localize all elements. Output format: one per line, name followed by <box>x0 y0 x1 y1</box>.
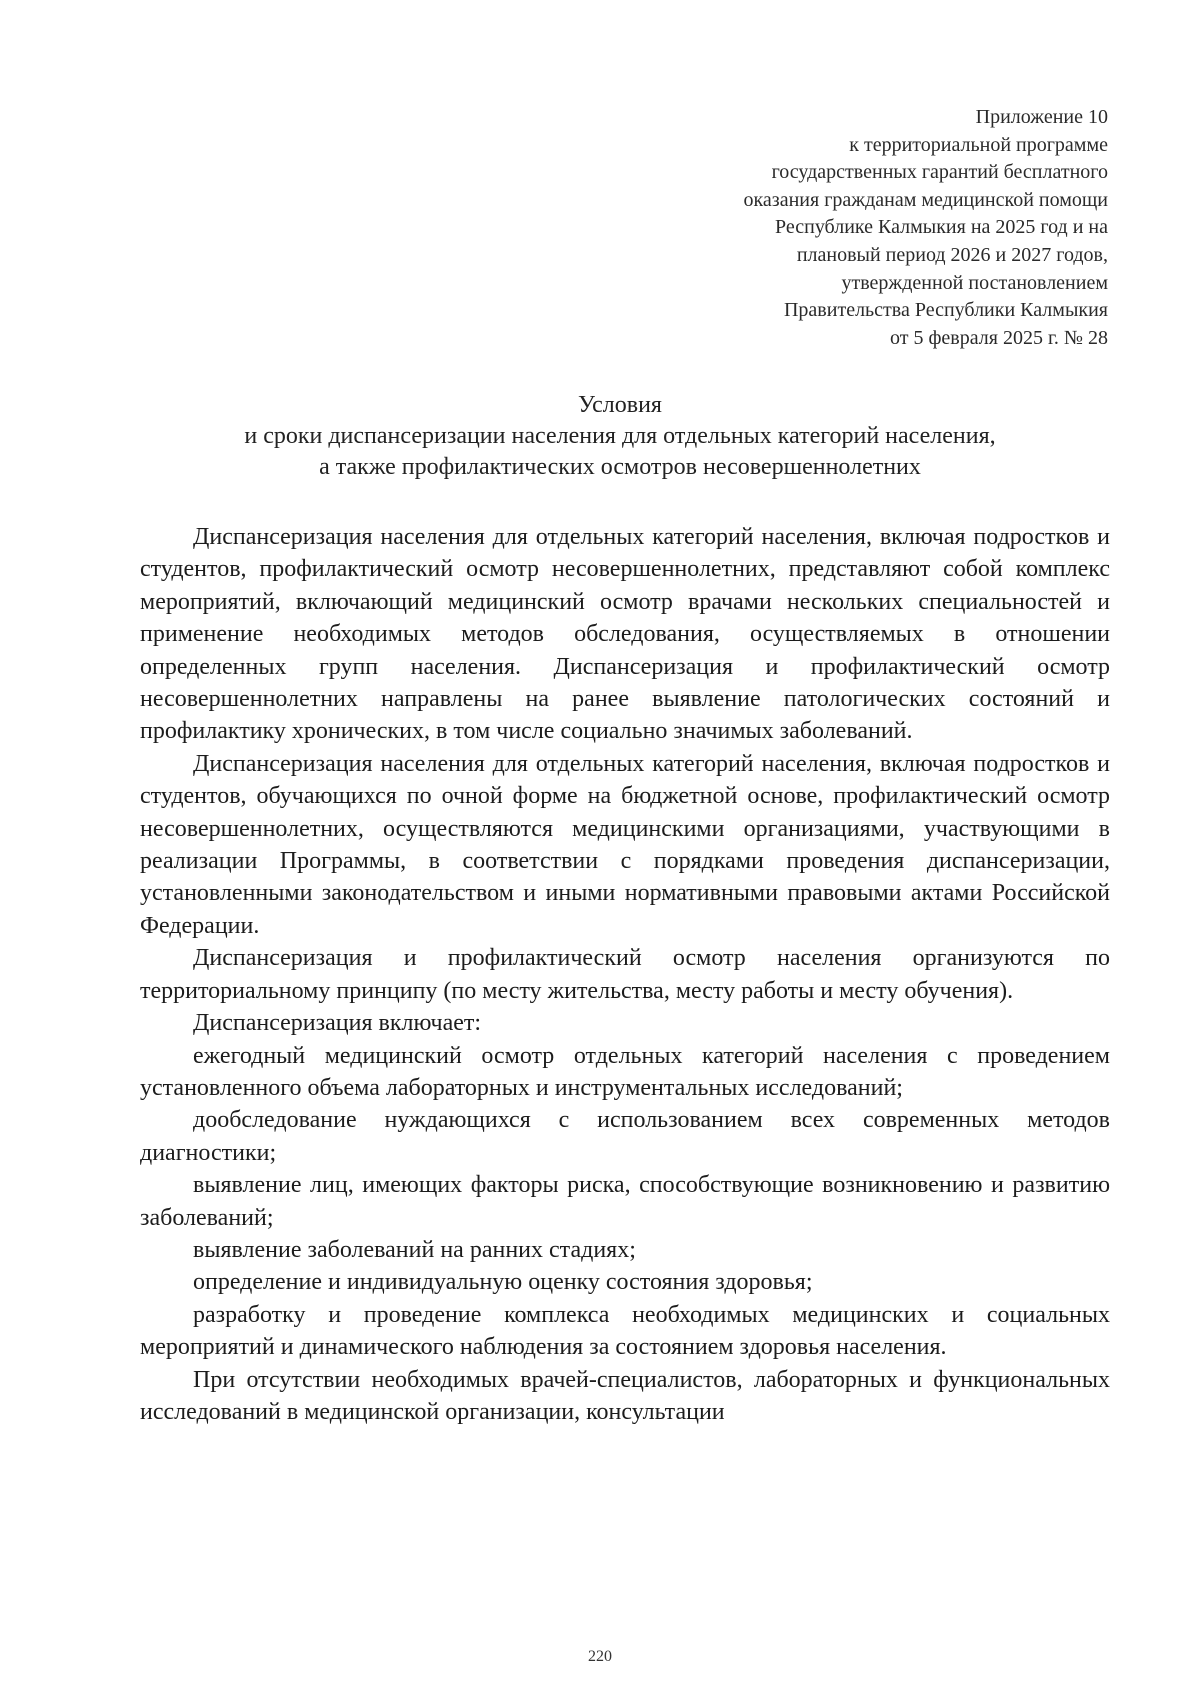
appendix-line: к территориальной программе <box>849 133 1108 156</box>
appendix-line: плановый период 2026 и 2027 годов, <box>796 243 1108 266</box>
appendix-line: Правительства Республики Калмыкия <box>783 299 1108 322</box>
appendix-line: Приложение 10 <box>975 106 1108 128</box>
appendix-line: оказания гражданам медицинской помощи <box>743 188 1108 211</box>
appendix-line: Республике Калмыкия на 2025 год и на <box>775 216 1108 239</box>
body-paragraph: Диспансеризация включает: <box>193 1010 482 1037</box>
page-number: 220 <box>588 1648 612 1665</box>
list-item: разработку и проведение комплекса необходимых медицинских и социальных мероприятий и динамического наблюдения за состоянием здоровья населения. <box>140 1301 1110 1361</box>
list-item: ежегодный медицинский осмотр отдельных категорий населения с проведением установленного объема лабораторных и инструментальных исследований; <box>140 1042 1110 1101</box>
list-item: выявление лиц, имеющих факторы риска, способствующие возникновению и развитию заболеваний; <box>140 1172 1110 1231</box>
appendix-line: утвержденной постановлением <box>841 271 1108 294</box>
document-title <box>130 390 1110 483</box>
body-paragraph: При отсутствии необходимых врачей-специалистов, лабораторных и функциональных исследований в медицинской организации, консультации <box>140 1366 1110 1425</box>
body-paragraph: Диспансеризация населения для отдельных категорий населения, включая подростков и студентов, обучающихся по очной форме на бюджетной основе, профилактический осмотр несовершеннолетних, осуществляются медицинскими организациями, участвующими в реализации Программы, в соответствии с порядками проведения диспансеризации, установленными законодательством и иными нормативными правовыми актами Российской Федерации. <box>140 750 1110 939</box>
appendix-block <box>548 104 1108 352</box>
body-paragraph: Диспансеризация населения для отдельных категорий населения, включая подростков и студентов, профилактический осмотр несовершеннолетних, представляют собой комплекс мероприятий, включающий медицинский осмотр врачами нескольких специальностей и применение необходимых методов обследования, осуществляемых в отношении определенных групп населения. Диспансеризация и профилактический осмотр несовершеннолетних направлены на ранее выявление патологических состояний и профилактику хронических, в том числе социально значимых заболеваний. <box>140 524 1110 745</box>
list-item: дообследование нуждающихся с использованием всех современных методов диагностики; <box>140 1107 1110 1166</box>
title-line: Условия <box>578 392 662 418</box>
body-paragraph: Диспансеризация и профилактический осмотр населения организуются по территориальному принципу (по месту жительства, месту работы и месту обучения). <box>140 945 1110 1004</box>
title-line: а также профилактических осмотров несовершеннолетних <box>319 454 921 480</box>
appendix-line: от 5 февраля 2025 г. № 28 <box>889 326 1108 349</box>
appendix-line: государственных гарантий бесплатного <box>771 161 1108 184</box>
document-body <box>140 521 1110 1428</box>
list-item: определение и индивидуальную оценку состояния здоровья; <box>193 1269 813 1296</box>
title-line: и сроки диспансеризации населения для отдельных категорий населения, <box>244 423 996 449</box>
list-item: выявление заболеваний на ранних стадиях; <box>193 1236 636 1263</box>
